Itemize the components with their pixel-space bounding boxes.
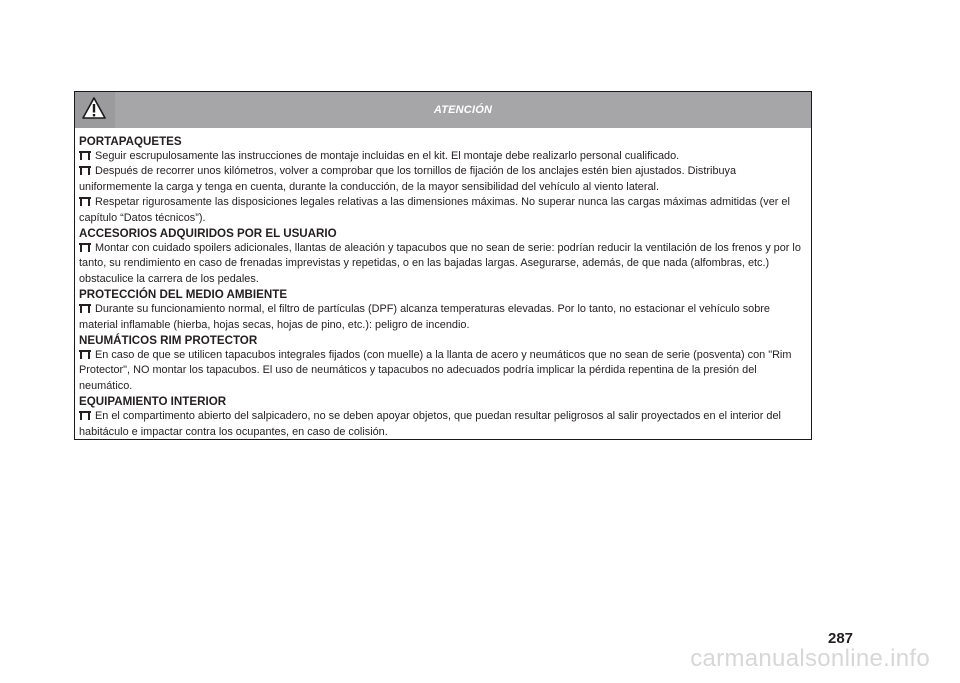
bullet-paragraph: [79, 409, 807, 440]
bullet-paragraph: [79, 302, 807, 333]
paragraph-text: Respetar rigurosamente las disposiciones legales relativas a las dimensiones máximas. No superar nunca las cargas máximas admitidas (ver el capítulo “Datos técnicos”).: [79, 196, 790, 224]
bullet-paragraph: [79, 149, 807, 164]
warning-header: [75, 92, 811, 128]
bullet-paragraph: [79, 164, 807, 195]
warning-title: ATENCIÓN: [433, 104, 493, 116]
section-title: PROTECCIÓN DEL MEDIO AMBIENTE: [79, 288, 288, 302]
warning-icon-cell: [75, 92, 115, 128]
bullet-paragraph: [79, 195, 807, 226]
paragraph-text: En el compartimento abierto del salpicadero, no se deben apoyar objetos, que puedan resultar peligrosos al salir proyectados en el interior del habitáculo e impactar contra los ocupantes, en caso de colisión.: [79, 410, 781, 438]
section-title: NEUMÁTICOS RIM PROTECTOR: [79, 334, 258, 348]
paragraph-text: Durante su funcionamiento normal, el filtro de partículas (DPF) alcanza temperaturas elevadas. Por lo tanto, no estacionar el vehículo sobre material inflamable (hierba, hojas secas, hojas de pino, etc.): peligro de incendio.: [79, 303, 770, 331]
section-title: PORTAPAQUETES: [79, 135, 182, 148]
bullet-paragraph: [79, 348, 807, 394]
warning-content: [79, 134, 807, 440]
paragraph-text: Después de recorrer unos kilómetros, volver a comprobar que los tornillos de fijación de los anclajes estén bien ajustados. Distribuya uniformemente la carga y tenga en cuenta, durante la conducción, de la mayor sensibilidad del vehículo al viento lateral.: [79, 165, 737, 193]
watermark: carmanualsonline.info: [690, 645, 930, 672]
warning-triangle-icon: [82, 97, 106, 119]
page-number: 287: [828, 630, 854, 647]
table-bullet-icon: [79, 350, 91, 359]
bullet-paragraph: [79, 241, 807, 287]
table-bullet-icon: [79, 411, 91, 420]
warning-box: [74, 91, 812, 440]
paragraph-text: Montar con cuidado spoilers adicionales, llantas de aleación y tapacubos que no sean de serie: podrían reducir la ventilación de los frenos y por lo tanto, su rendimiento en caso de frenadas imprevistas y repetidas, o en las bajadas largas. Asegurarse, además, de que nada (alfombras, etc.) obstaculice la carrera de los pedales.: [79, 242, 801, 285]
table-bullet-icon: [79, 197, 91, 206]
section-title: ACCESORIOS ADQUIRIDOS POR EL USUARIO: [79, 227, 337, 241]
table-bullet-icon: [79, 304, 91, 313]
paragraph-text: Seguir escrupulosamente las instrucciones de montaje incluidas en el kit. El montaje debe realizarlo personal cualificado.: [95, 150, 680, 162]
paragraph-text: En caso de que se utilicen tapacubos integrales fijados (con muelle) a la llanta de acero y neumáticos que no sean de serie (posventa) con "Rim Protector", NO montar los tapacubos. El uso de neumáticos y tapacubos no adecuados podría implicar la pérdida repentina de la presión del neumático.: [79, 349, 792, 392]
table-bullet-icon: [79, 243, 91, 252]
section-title: EQUIPAMIENTO INTERIOR: [79, 395, 227, 409]
table-bullet-icon: [79, 166, 91, 175]
table-bullet-icon: [79, 151, 91, 160]
